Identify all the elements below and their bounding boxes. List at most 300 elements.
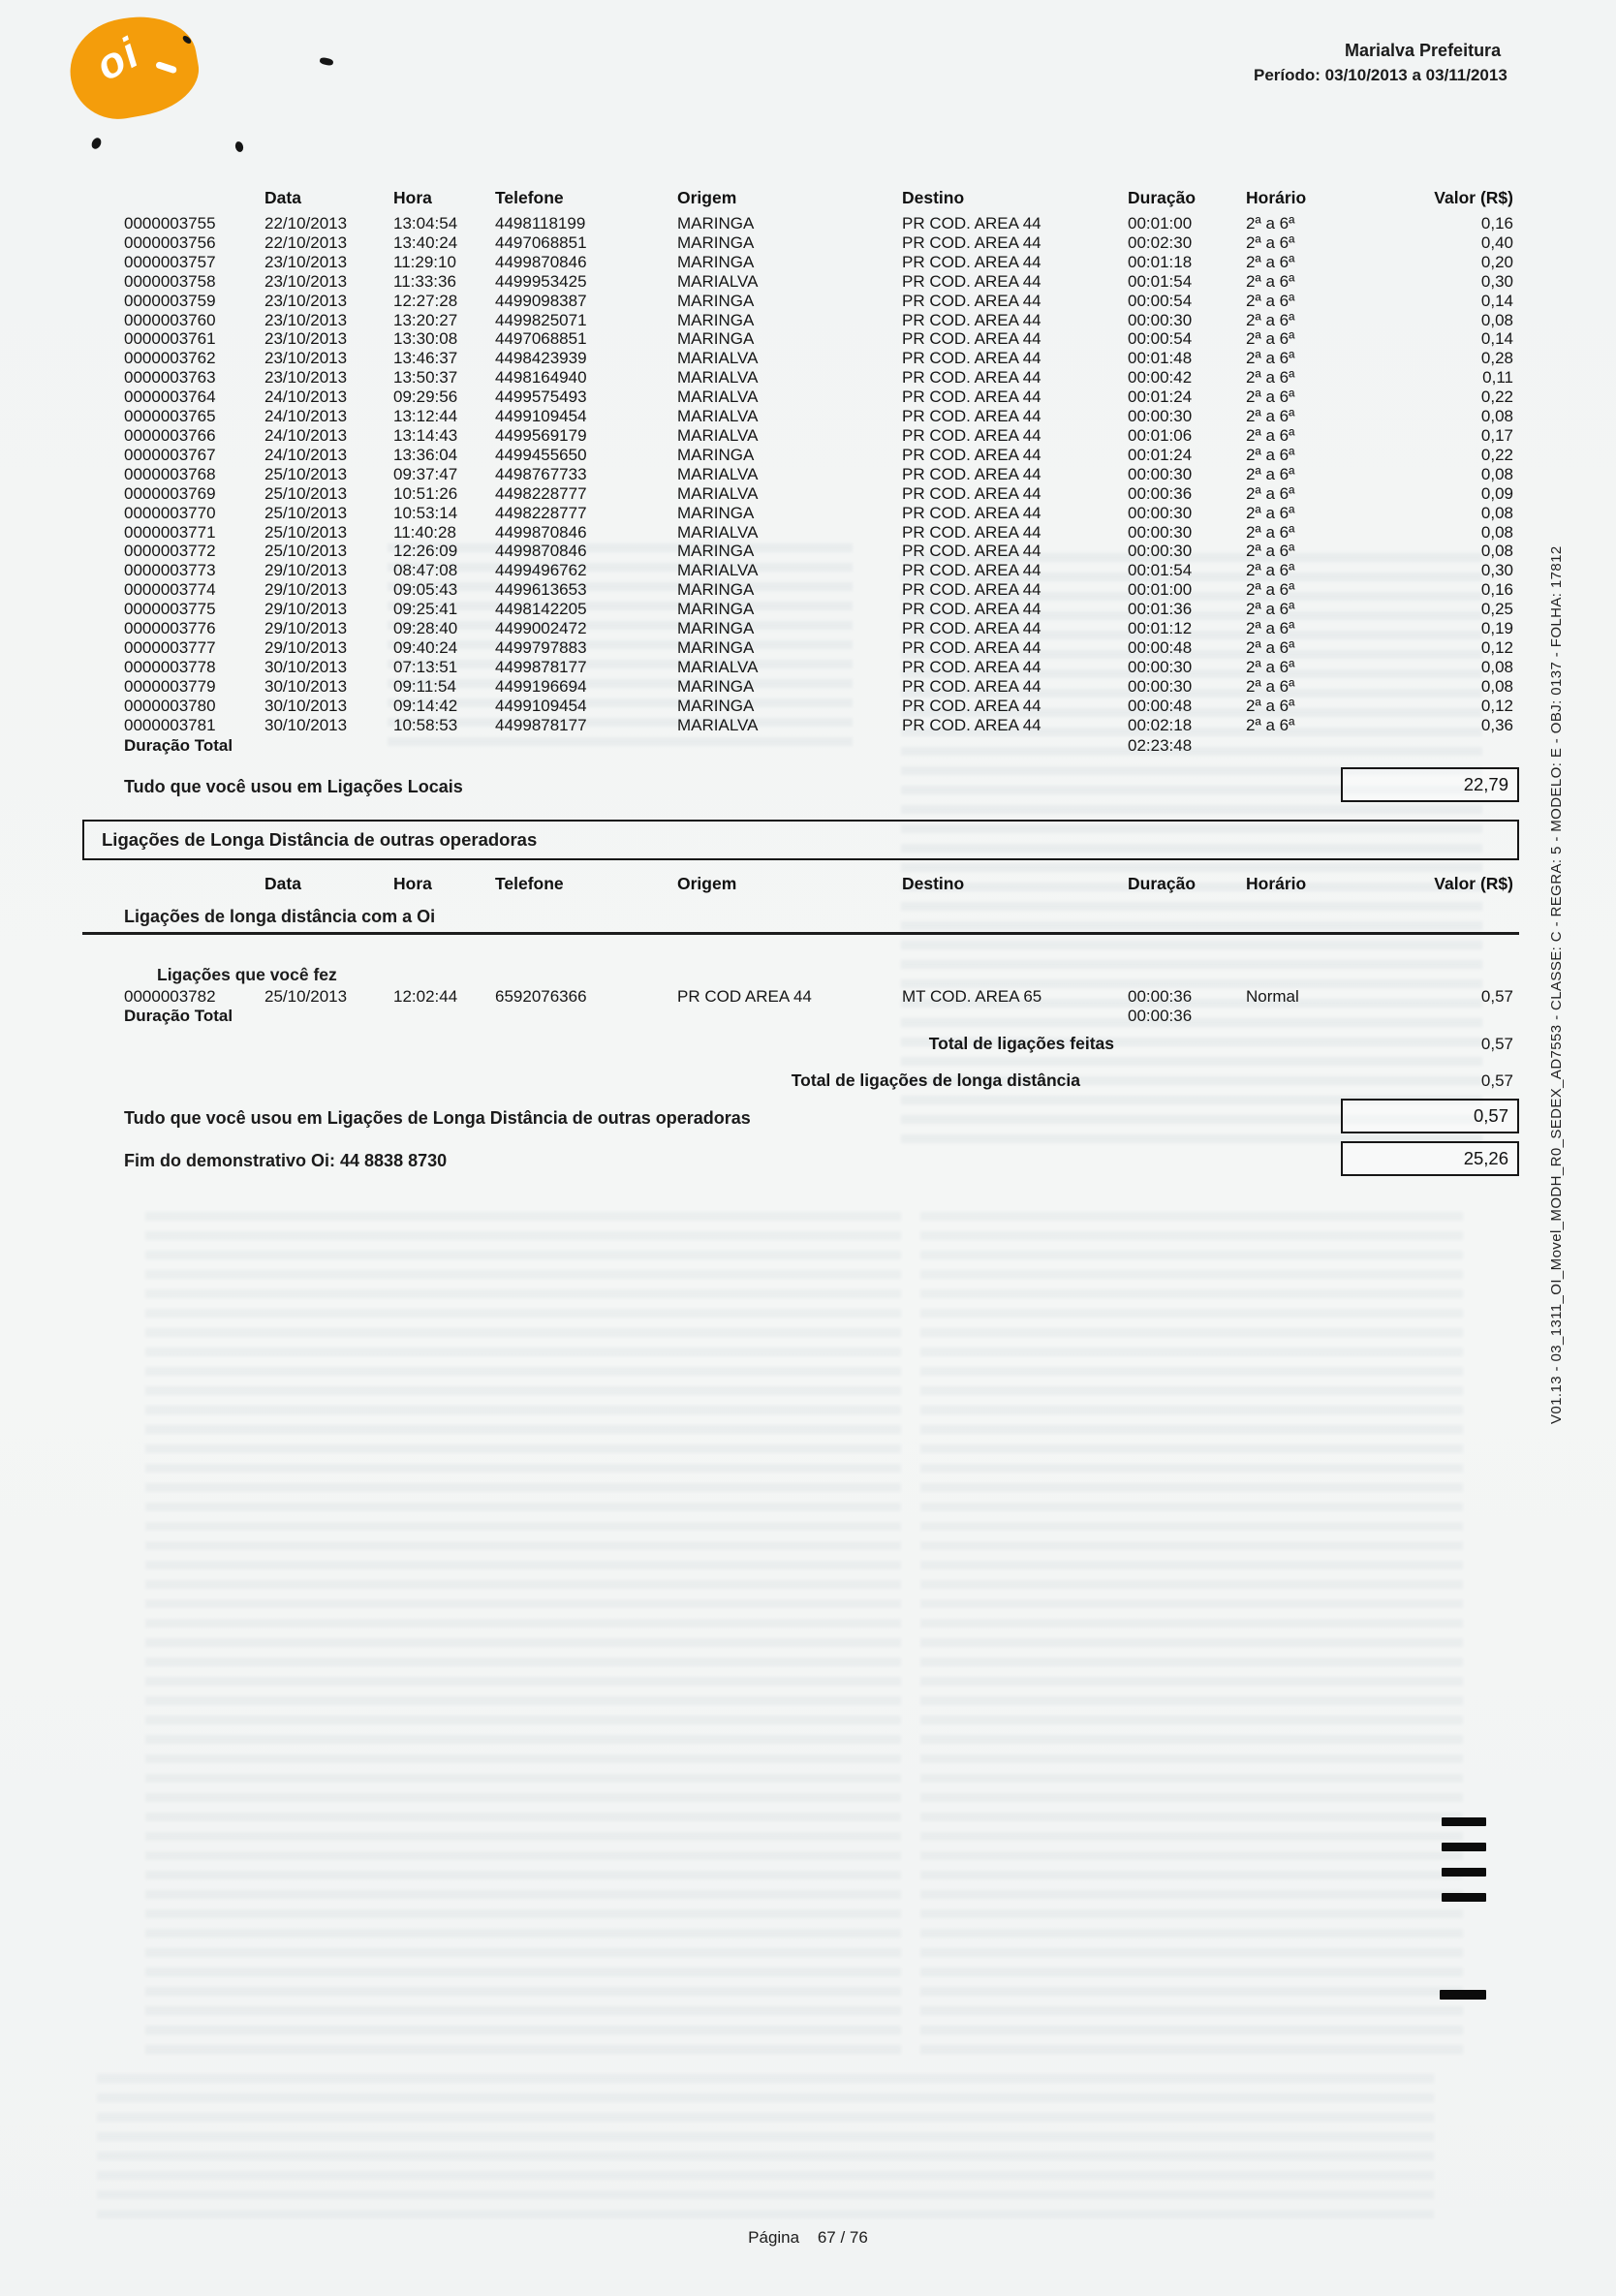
cell-value: 0,09: [1480, 483, 1513, 503]
cell-duration: 00:00:30: [1128, 522, 1193, 542]
cell-duration: 00:00:30: [1128, 503, 1193, 522]
cell-value: 0,14: [1480, 329, 1513, 349]
cell-time: 09:05:43: [393, 580, 458, 600]
cell-id: 0000003764: [124, 388, 216, 407]
table-row: [124, 561, 1519, 580]
cell-schedule: 2ª a 6ª: [1246, 696, 1295, 715]
cell-destination: PR COD. AREA 44: [902, 368, 1041, 388]
table-row: [124, 426, 1519, 446]
cell-origin: MARIALVA: [677, 349, 759, 368]
table-row: [124, 349, 1519, 368]
cell-destination: PR COD. AREA 44: [902, 561, 1041, 580]
cell-destination: PR COD. AREA 44: [902, 329, 1041, 349]
cell-date: 29/10/2013: [264, 580, 348, 600]
cell-time: 13:14:43: [393, 425, 458, 445]
cell-phone: 4498228777: [495, 483, 587, 503]
cell-date: 23/10/2013: [264, 271, 348, 291]
cell-date: 23/10/2013: [264, 291, 348, 310]
cell-time: 11:33:36: [393, 271, 456, 291]
cell-time: 11:29:10: [393, 252, 456, 271]
table-row: [124, 368, 1519, 388]
oi-logo-mark: [155, 61, 177, 74]
header-cell-valor: Valor (R$): [1434, 874, 1513, 893]
header-cell-data: Data: [264, 188, 301, 207]
total-ld-label: Total de ligações de longa distância: [791, 1070, 1080, 1090]
period-label: Período: 03/10/2013 a 03/11/2013: [1254, 66, 1507, 84]
cell-schedule: 2ª a 6ª: [1246, 542, 1295, 561]
cell-date: 30/10/2013: [264, 657, 348, 676]
cell-phone: 4499455650: [495, 445, 587, 464]
cell-time: 08:47:08: [393, 561, 458, 580]
cell-origin: MARIALVA: [677, 464, 759, 483]
cell-schedule: 2ª a 6ª: [1246, 271, 1295, 291]
cell-origin: MARIALVA: [677, 715, 759, 734]
ld-summary-value-box: [1341, 1099, 1519, 1133]
sidebar-vertical-text: V01.13 - 03_1311_OI_Movel_MODH_R0_SEDEX_AD7553 - CLASSE: C - REGRA: 5 - MODELO: E - OBJ: 0137 - FOLHA: 17812: [1548, 545, 1565, 1424]
cell-schedule: 2ª a 6ª: [1246, 619, 1295, 638]
cell-phone: 4499196694: [495, 676, 587, 696]
cell-phone: 4498118199: [495, 214, 586, 233]
cell-origin: MARINGA: [677, 291, 755, 310]
cell-time: 10:58:53: [393, 715, 458, 734]
cell-duration: 00:00:30: [1128, 464, 1193, 483]
cell-phone: 4499878177: [495, 715, 587, 734]
cell-phone: 4497068851: [495, 233, 587, 252]
cell-origin: MARINGA: [677, 252, 755, 271]
ld-made-calls-label: Ligações que você fez: [157, 965, 337, 984]
cell-destination: PR COD. AREA 44: [902, 425, 1041, 445]
cell-id: 0000003765: [124, 407, 216, 426]
cell-id: 0000003767: [124, 445, 216, 464]
total-ld-value: 0,57: [1480, 1071, 1513, 1090]
cell-schedule: 2ª a 6ª: [1246, 637, 1295, 657]
cell-time: 12:27:28: [393, 291, 458, 310]
cell-value: 0,57: [1480, 987, 1513, 1006]
cell-origin: MARINGA: [677, 619, 755, 638]
cell-time: 07:13:51: [393, 657, 458, 676]
cell-value: 0,12: [1480, 696, 1513, 715]
section-divider: [82, 932, 1519, 935]
cell-destination: PR COD. AREA 44: [902, 407, 1041, 426]
ink-speck: [234, 140, 245, 153]
local-summary-value-box: [1341, 767, 1519, 802]
cell-value: 0,08: [1480, 407, 1513, 426]
cell-origin: MARINGA: [677, 310, 755, 329]
cell-value: 0,40: [1480, 233, 1513, 252]
table-row: [124, 580, 1519, 600]
ghost-overlay: [97, 2063, 1434, 2218]
cell-schedule: 2ª a 6ª: [1246, 503, 1295, 522]
table-row: [124, 272, 1519, 292]
cell-time: 09:14:42: [393, 696, 458, 715]
cell-schedule: 2ª a 6ª: [1246, 445, 1295, 464]
cell-schedule: 2ª a 6ª: [1246, 676, 1295, 696]
cell-schedule: 2ª a 6ª: [1246, 715, 1295, 734]
table-row: [124, 697, 1519, 716]
cell-phone: 4498228777: [495, 503, 587, 522]
cell-time: 13:36:04: [393, 445, 458, 464]
duration-total-label: Duração Total: [124, 736, 233, 755]
cell-date: 30/10/2013: [264, 696, 348, 715]
cell-duration: 00:00:48: [1128, 696, 1193, 715]
cell-destination: PR COD. AREA 44: [902, 464, 1041, 483]
table-row: [124, 311, 1519, 330]
cell-date: 25/10/2013: [264, 987, 348, 1006]
cell-duration: 00:00:30: [1128, 407, 1193, 426]
cell-origin: MARIALVA: [677, 368, 759, 388]
cell-phone: 4498164940: [495, 368, 587, 388]
cell-destination: PR COD. AREA 44: [902, 252, 1041, 271]
cell-value: 0,25: [1480, 600, 1513, 619]
cell-destination: PR COD. AREA 44: [902, 445, 1041, 464]
table-row: [124, 253, 1519, 272]
cell-value: 0,30: [1480, 561, 1513, 580]
cell-phone: 4499109454: [495, 696, 587, 715]
total-made-value: 0,57: [1480, 1035, 1513, 1053]
cell-destination: PR COD. AREA 44: [902, 696, 1041, 715]
footer-page-number: 67 / 76: [817, 2228, 868, 2247]
cell-phone: 6592076366: [495, 987, 587, 1006]
cell-phone: 4498142205: [495, 600, 587, 619]
cell-destination: PR COD. AREA 44: [902, 291, 1041, 310]
cell-date: 29/10/2013: [264, 619, 348, 638]
cell-schedule: 2ª a 6ª: [1246, 233, 1295, 252]
cell-destination: PR COD. AREA 44: [902, 503, 1041, 522]
cell-id: 0000003759: [124, 291, 216, 310]
header-cell-duracao: Duração: [1128, 188, 1196, 207]
cell-id: 0000003777: [124, 637, 216, 657]
cell-duration: 00:00:36: [1128, 987, 1193, 1006]
cell-schedule: 2ª a 6ª: [1246, 425, 1295, 445]
table-row: [124, 446, 1519, 465]
cell-date: 25/10/2013: [264, 542, 348, 561]
registration-bar: [1442, 1817, 1486, 1826]
local-summary-label: Tudo que você usou em Ligações Locais: [124, 777, 463, 796]
cell-phone: 4499496762: [495, 561, 587, 580]
cell-phone: 4499878177: [495, 657, 587, 676]
cell-duration: 00:00:42: [1128, 368, 1193, 388]
page-footer: [0, 2228, 1616, 2248]
cell-phone: 4499870846: [495, 542, 587, 561]
cell-value: 0,08: [1480, 522, 1513, 542]
cell-id: 0000003776: [124, 619, 216, 638]
cell-id: 0000003763: [124, 368, 216, 388]
cell-destination: PR COD. AREA 44: [902, 522, 1041, 542]
cell-schedule: 2ª a 6ª: [1246, 214, 1295, 233]
cell-duration: 00:01:36: [1128, 600, 1193, 619]
cell-origin: MARIALVA: [677, 407, 759, 426]
cell-duration: 00:01:48: [1128, 349, 1193, 368]
cell-duration: 00:00:48: [1128, 637, 1193, 657]
registration-bar: [1442, 1868, 1486, 1877]
duration-total-value: 02:23:48: [1128, 736, 1193, 755]
cell-schedule: 2ª a 6ª: [1246, 580, 1295, 600]
cell-schedule: 2ª a 6ª: [1246, 464, 1295, 483]
cell-id: 0000003756: [124, 233, 216, 252]
header-cell-origem: Origem: [677, 874, 737, 893]
cell-id: 0000003768: [124, 464, 216, 483]
cell-id: 0000003781: [124, 715, 216, 734]
header-cell-horario: Horário: [1246, 188, 1307, 207]
cell-schedule: Normal: [1246, 987, 1299, 1006]
ld-header-row: [124, 874, 1519, 894]
cell-phone: 4499569179: [495, 425, 587, 445]
cell-id: 0000003769: [124, 483, 216, 503]
cell-origin: MARINGA: [677, 600, 755, 619]
header-cell-destino: Destino: [902, 188, 965, 207]
ld-call-row: [124, 987, 1519, 1007]
cell-schedule: 2ª a 6ª: [1246, 561, 1295, 580]
cell-origin: MARINGA: [677, 445, 755, 464]
cell-duration: 00:01:00: [1128, 214, 1193, 233]
duration-total-row: [124, 736, 1519, 756]
cell-duration: 00:00:36: [1128, 483, 1193, 503]
cell-duration: 00:00:30: [1128, 310, 1193, 329]
footer-label: Página: [748, 2228, 800, 2247]
oi-logo: [62, 7, 205, 126]
table-row: [124, 638, 1519, 658]
header-cell-hora: Hora: [393, 874, 432, 893]
cell-destination: PR COD. AREA 44: [902, 349, 1041, 368]
cell-date: 25/10/2013: [264, 464, 348, 483]
cell-id: 0000003758: [124, 271, 216, 291]
cell-time: 13:46:37: [393, 349, 458, 368]
table-row: [124, 619, 1519, 638]
end-value-box: [1341, 1141, 1519, 1176]
cell-duration: 00:01:54: [1128, 271, 1193, 291]
cell-date: 23/10/2013: [264, 349, 348, 368]
cell-duration: 00:02:30: [1128, 233, 1193, 252]
cell-origin: MARIALVA: [677, 561, 759, 580]
cell-destination: PR COD. AREA 44: [902, 619, 1041, 638]
cell-time: 13:30:08: [393, 329, 458, 349]
header-cell-duracao: Duração: [1128, 874, 1196, 893]
cell-phone: 4499870846: [495, 252, 587, 271]
cell-origin: MARINGA: [677, 580, 755, 600]
cell-origin: MARIALVA: [677, 483, 759, 503]
registration-bar: [1442, 1843, 1486, 1851]
cell-phone: 4498423939: [495, 349, 587, 368]
cell-schedule: 2ª a 6ª: [1246, 349, 1295, 368]
cell-date: 30/10/2013: [264, 676, 348, 696]
cell-duration: 00:01:24: [1128, 388, 1193, 407]
header-cell-horario: Horário: [1246, 874, 1307, 893]
table-row: [124, 233, 1519, 253]
registration-bar: [1440, 1990, 1486, 2000]
cell-time: 09:28:40: [393, 619, 458, 638]
cell-value: 0,08: [1480, 542, 1513, 561]
cell-schedule: 2ª a 6ª: [1246, 252, 1295, 271]
table-row: [124, 658, 1519, 677]
cell-time: 10:53:14: [393, 503, 458, 522]
cell-duration: 00:01:06: [1128, 425, 1193, 445]
table-header-row: [124, 188, 1519, 208]
cell-origin: MARINGA: [677, 637, 755, 657]
cell-id: 0000003755: [124, 214, 216, 233]
table-row: [124, 504, 1519, 523]
cell-id: 0000003778: [124, 657, 216, 676]
cell-date: 25/10/2013: [264, 483, 348, 503]
cell-duration: 00:00:54: [1128, 291, 1193, 310]
header-cell-id: [124, 874, 264, 894]
ld-subsection-label: Ligações de longa distância com a Oi: [124, 907, 436, 926]
cell-id: 0000003774: [124, 580, 216, 600]
cell-destination: PR COD. AREA 44: [902, 580, 1041, 600]
table-row: [124, 716, 1519, 735]
cell-schedule: 2ª a 6ª: [1246, 388, 1295, 407]
cell-origin: MARIALVA: [677, 657, 759, 676]
cell-value: 0,12: [1480, 637, 1513, 657]
cell-date: 24/10/2013: [264, 445, 348, 464]
end-label: Fim do demonstrativo Oi: 44 8838 8730: [124, 1151, 448, 1170]
cell-date: 22/10/2013: [264, 214, 348, 233]
cell-destination: PR COD. AREA 44: [902, 310, 1041, 329]
cell-time: 13:04:54: [393, 214, 458, 233]
table-row: [124, 600, 1519, 619]
cell-time: 11:40:28: [393, 522, 456, 542]
cell-id: 0000003775: [124, 600, 216, 619]
cell-phone: 4499575493: [495, 388, 587, 407]
local-calls-table: [124, 214, 1519, 734]
cell-date: 23/10/2013: [264, 310, 348, 329]
cell-time: 09:37:47: [393, 464, 458, 483]
cell-value: 0,30: [1480, 271, 1513, 291]
ink-speck: [90, 137, 104, 151]
cell-duration: 00:01:12: [1128, 619, 1193, 638]
cell-time: 12:02:44: [393, 987, 458, 1006]
header-cell-hora: Hora: [393, 188, 432, 207]
table-row: [124, 292, 1519, 311]
ld-duration-total-label: Duração Total: [124, 1007, 233, 1025]
cell-duration: 00:01:54: [1128, 561, 1193, 580]
ld-section-title-box: [82, 820, 1519, 860]
table-row: [124, 329, 1519, 349]
cell-origin: MARIALVA: [677, 522, 759, 542]
cell-value: 0,08: [1480, 464, 1513, 483]
cell-duration: 00:00:30: [1128, 676, 1193, 696]
cell-destination: PR COD. AREA 44: [902, 214, 1041, 233]
cell-origin: PR COD AREA 44: [677, 987, 812, 1006]
cell-duration: 00:02:18: [1128, 715, 1193, 734]
cell-id: 0000003773: [124, 561, 216, 580]
cell-origin: MARINGA: [677, 696, 755, 715]
cell-value: 0,08: [1480, 676, 1513, 696]
cell-schedule: 2ª a 6ª: [1246, 291, 1295, 310]
cell-value: 0,08: [1480, 310, 1513, 329]
cell-schedule: 2ª a 6ª: [1246, 310, 1295, 329]
cell-date: 23/10/2013: [264, 329, 348, 349]
cell-date: 25/10/2013: [264, 503, 348, 522]
header-cell-data: Data: [264, 874, 301, 893]
cell-id: 0000003761: [124, 329, 216, 349]
end-value: 25,26: [1463, 1148, 1508, 1168]
cell-phone: 4499953425: [495, 271, 587, 291]
cell-time: 13:50:37: [393, 368, 458, 388]
cell-value: 0,22: [1480, 388, 1513, 407]
cell-schedule: 2ª a 6ª: [1246, 407, 1295, 426]
cell-origin: MARIALVA: [677, 425, 759, 445]
cell-schedule: 2ª a 6ª: [1246, 329, 1295, 349]
company-name: Marialva Prefeitura: [1345, 41, 1502, 60]
cell-destination: PR COD. AREA 44: [902, 542, 1041, 561]
cell-destination: PR COD. AREA 44: [902, 483, 1041, 503]
cell-time: 09:29:56: [393, 388, 458, 407]
cell-value: 0,22: [1480, 445, 1513, 464]
cell-origin: MARINGA: [677, 233, 755, 252]
cell-destination: PR COD. AREA 44: [902, 271, 1041, 291]
table-row: [124, 677, 1519, 697]
cell-duration: 00:00:54: [1128, 329, 1193, 349]
cell-phone: 4498767733: [495, 464, 587, 483]
cell-date: 29/10/2013: [264, 561, 348, 580]
cell-schedule: 2ª a 6ª: [1246, 483, 1295, 503]
table-row: [124, 465, 1519, 484]
header-cell-origem: Origem: [677, 188, 737, 207]
cell-id: 0000003772: [124, 542, 216, 561]
cell-destination: PR COD. AREA 44: [902, 388, 1041, 407]
cell-origin: MARINGA: [677, 329, 755, 349]
cell-destination: PR COD. AREA 44: [902, 600, 1041, 619]
cell-date: 22/10/2013: [264, 233, 348, 252]
ld-duration-total-row: [124, 1007, 1519, 1026]
cell-schedule: 2ª a 6ª: [1246, 657, 1295, 676]
header-cell-telefone: Telefone: [495, 874, 564, 893]
table-row: [124, 214, 1519, 233]
cell-destination: PR COD. AREA 44: [902, 657, 1041, 676]
cell-time: 12:26:09: [393, 542, 458, 561]
cell-time: 09:40:24: [393, 637, 458, 657]
cell-date: 23/10/2013: [264, 252, 348, 271]
cell-destination: PR COD. AREA 44: [902, 715, 1041, 734]
cell-id: 0000003766: [124, 425, 216, 445]
cell-phone: 4497068851: [495, 329, 587, 349]
cell-id: 0000003779: [124, 676, 216, 696]
cell-phone: 4499109454: [495, 407, 587, 426]
registration-bar: [1442, 1893, 1486, 1902]
cell-value: 0,19: [1480, 619, 1513, 638]
cell-time: 13:12:44: [393, 407, 458, 426]
total-made-label: Total de ligações feitas: [928, 1034, 1114, 1053]
cell-destination: PR COD. AREA 44: [902, 233, 1041, 252]
cell-value: 0,11: [1482, 368, 1513, 388]
ghost-overlay: [920, 1211, 1463, 2054]
cell-origin: MARINGA: [677, 214, 755, 233]
cell-phone: 4499825071: [495, 310, 587, 329]
cell-destination: PR COD. AREA 44: [902, 676, 1041, 696]
cell-origin: MARINGA: [677, 676, 755, 696]
table-row: [124, 407, 1519, 426]
ghost-overlay: [145, 1211, 901, 2054]
cell-value: 0,28: [1480, 349, 1513, 368]
cell-phone: 4499002472: [495, 619, 587, 638]
cell-value: 0,20: [1480, 252, 1513, 271]
cell-phone: 4499797883: [495, 637, 587, 657]
cell-date: 24/10/2013: [264, 425, 348, 445]
cell-duration: 00:00:30: [1128, 657, 1193, 676]
table-row: [124, 542, 1519, 561]
cell-destination: PR COD. AREA 44: [902, 637, 1041, 657]
cell-phone: 4499870846: [495, 522, 587, 542]
cell-phone: 4499098387: [495, 291, 587, 310]
cell-value: 0,08: [1480, 657, 1513, 676]
cell-time: 13:20:27: [393, 310, 458, 329]
table-row: [124, 484, 1519, 504]
cell-id: 0000003760: [124, 310, 216, 329]
cell-time: 10:51:26: [393, 483, 458, 503]
cell-origin: MARINGA: [677, 503, 755, 522]
table-row: [124, 523, 1519, 543]
table-row: [124, 388, 1519, 407]
